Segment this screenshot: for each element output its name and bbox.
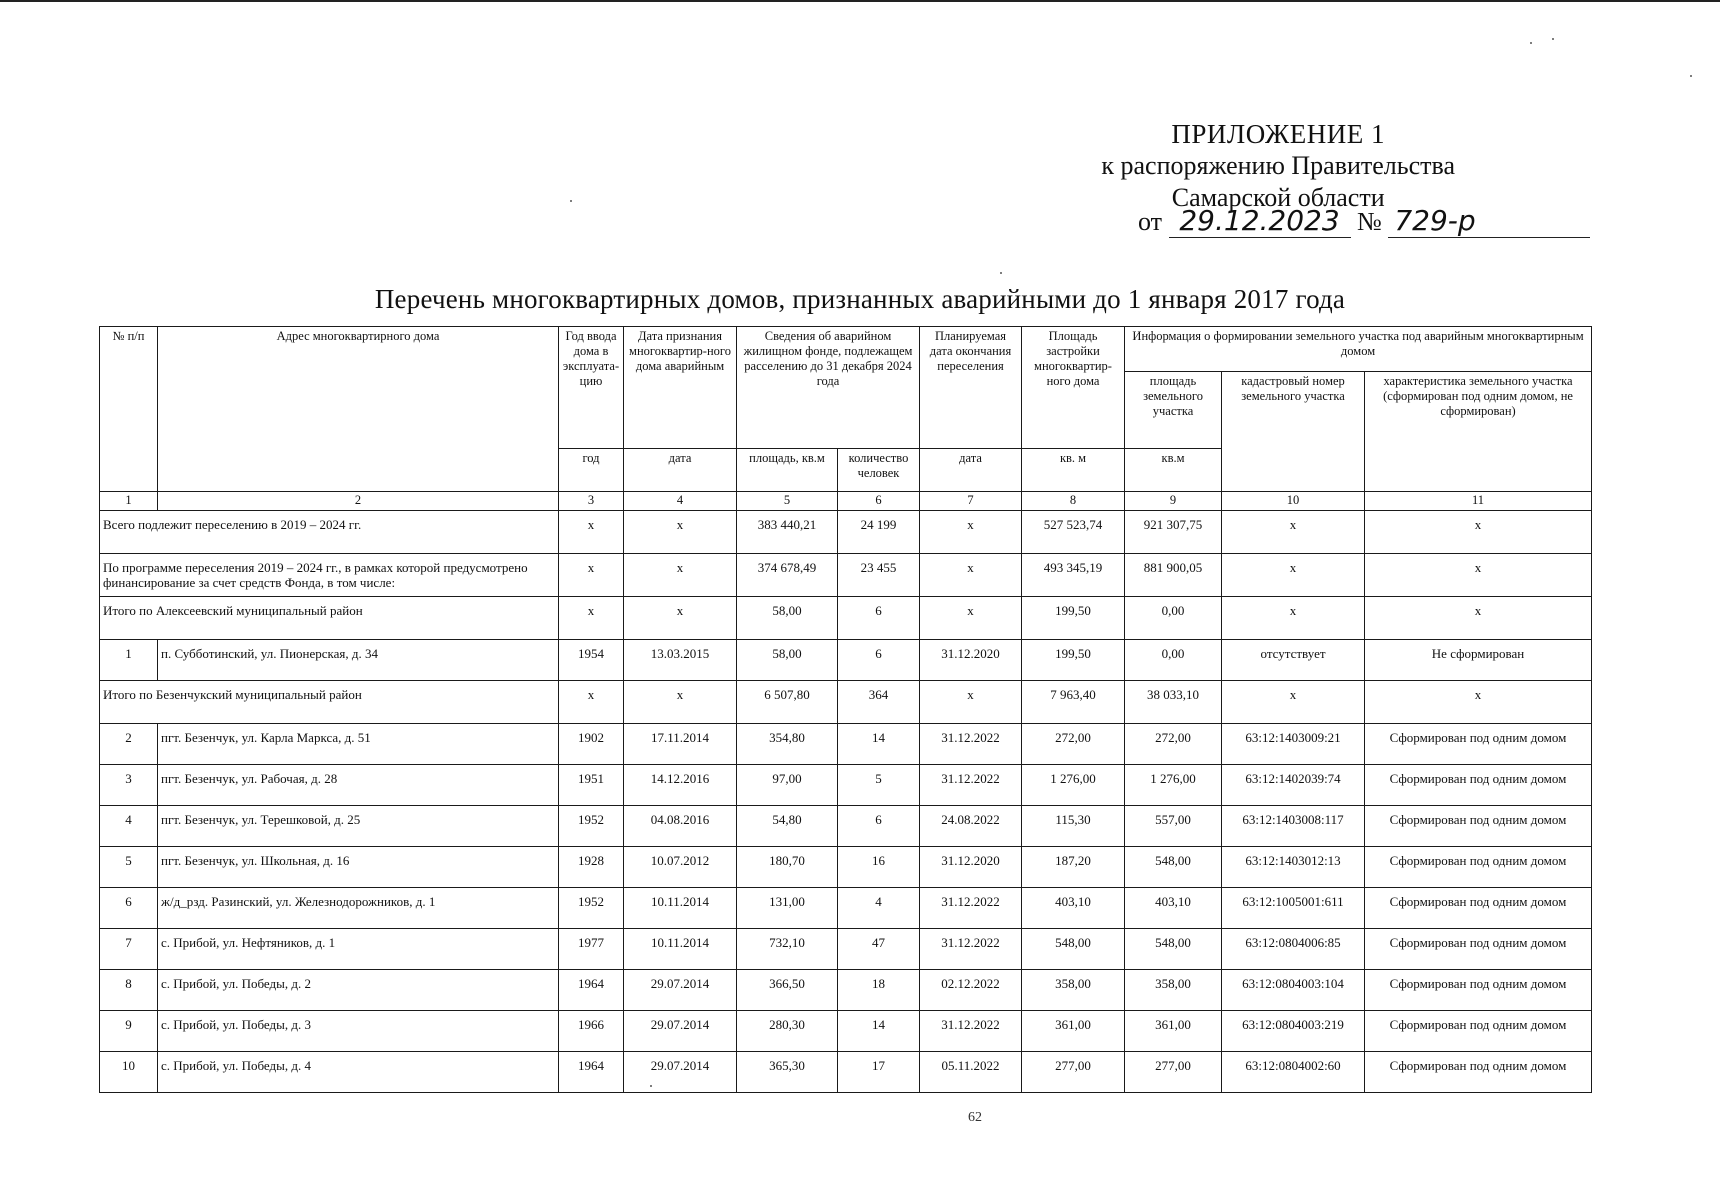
people-cell: 47: [838, 929, 920, 970]
header-address: Адрес многоквартирного дома: [158, 327, 559, 492]
people-cell: 6: [838, 597, 920, 640]
planned-date-cell: 31.12.2020: [920, 640, 1022, 681]
number-label: №: [1357, 207, 1382, 236]
planned-date-cell: 02.12.2022: [920, 970, 1022, 1011]
year-cell: 1966: [559, 1011, 624, 1052]
row-number-cell: 5: [100, 847, 158, 888]
people-cell: 14: [838, 1011, 920, 1052]
row-number-cell: 6: [100, 888, 158, 929]
land-area-cell: 403,10: [1125, 888, 1222, 929]
emergency-date-cell: 10.07.2012: [624, 847, 737, 888]
scan-speck: [1552, 38, 1554, 40]
planned-date-cell: 31.12.2022: [920, 724, 1022, 765]
area-cell: 732,10: [737, 929, 838, 970]
scan-speck: [1690, 75, 1692, 77]
land-area-cell: 1 276,00: [1125, 765, 1222, 806]
header-land-char: характеристика земельного участка (сформирован под одним домом, не сформирован): [1365, 372, 1592, 492]
year-cell: 1952: [559, 888, 624, 929]
building-area-cell: 199,50: [1022, 640, 1125, 681]
row-number-cell: 10: [100, 1052, 158, 1093]
building-area-cell: 1 276,00: [1022, 765, 1125, 806]
header-cadastral: кадастровый номер земельного участка: [1222, 372, 1365, 492]
row-number-cell: 4: [100, 806, 158, 847]
land-area-cell: 38 033,10: [1125, 681, 1222, 724]
year-cell: 1951: [559, 765, 624, 806]
land-area-cell: 358,00: [1125, 970, 1222, 1011]
land-char-cell: Не сформирован: [1365, 640, 1592, 681]
table-total-row: [100, 554, 1592, 597]
column-number-cell: 2: [158, 492, 559, 511]
scan-speck: [1000, 272, 1002, 274]
scan-speck: [570, 200, 572, 202]
handwritten-date: 29.12.2023: [1169, 204, 1351, 238]
building-area-cell: 403,10: [1022, 888, 1125, 929]
table-row: [100, 970, 1592, 1011]
planned-date-cell: х: [920, 681, 1022, 724]
unit-people: количество человек: [838, 449, 920, 492]
building-area-cell: 527 523,74: [1022, 511, 1125, 554]
column-number-cell: 5: [737, 492, 838, 511]
table-row: [100, 1011, 1592, 1052]
cadastral-cell: х: [1222, 597, 1365, 640]
cadastral-cell: отсутствует: [1222, 640, 1365, 681]
area-cell: 97,00: [737, 765, 838, 806]
page-mark: 62: [968, 1110, 982, 1125]
register-table: [99, 326, 1592, 1093]
unit-plan-date: дата: [920, 449, 1022, 492]
header-land-info: Информация о формировании земельного участка под аварийным многоквартирным домом: [1125, 327, 1592, 372]
cadastral-cell: 63:12:1005001:611: [1222, 888, 1365, 929]
area-cell: 365,30: [737, 1052, 838, 1093]
people-cell: 14: [838, 724, 920, 765]
people-cell: 5: [838, 765, 920, 806]
appendix-header: [1101, 118, 1455, 214]
year-cell: 1977: [559, 929, 624, 970]
table-row: [100, 847, 1592, 888]
building-area-cell: 277,00: [1022, 1052, 1125, 1093]
planned-date-cell: 31.12.2022: [920, 765, 1022, 806]
column-number-cell: 1: [100, 492, 158, 511]
address-cell: пгт. Безенчук, ул. Рабочая, д. 28: [158, 765, 559, 806]
land-area-cell: 548,00: [1125, 929, 1222, 970]
land-char-cell: Сформирован под одним домом: [1365, 970, 1592, 1011]
land-char-cell: Сформирован под одним домом: [1365, 888, 1592, 929]
land-area-cell: 921 307,75: [1125, 511, 1222, 554]
planned-date-cell: 31.12.2022: [920, 1011, 1022, 1052]
column-number-cell: 6: [838, 492, 920, 511]
column-number-cell: 9: [1125, 492, 1222, 511]
land-char-cell: х: [1365, 554, 1592, 597]
cadastral-cell: 63:12:1403008:117: [1222, 806, 1365, 847]
year-cell: 1964: [559, 970, 624, 1011]
building-area-cell: 115,30: [1022, 806, 1125, 847]
header-year-in-use: Год ввода дома в эксплуата-цию: [559, 327, 624, 449]
building-area-cell: 272,00: [1022, 724, 1125, 765]
address-cell: пгт. Безенчук, ул. Терешковой, д. 25: [158, 806, 559, 847]
emergency-date-cell: 10.11.2014: [624, 929, 737, 970]
row-number-cell: 7: [100, 929, 158, 970]
land-area-cell: 0,00: [1125, 597, 1222, 640]
unit-kvm: кв.м: [1125, 449, 1222, 492]
cadastral-cell: 63:12:0804002:60: [1222, 1052, 1365, 1093]
area-cell: 366,50: [737, 970, 838, 1011]
cadastral-cell: 63:12:1403009:21: [1222, 724, 1365, 765]
year-cell: х: [559, 597, 624, 640]
row-number-cell: 3: [100, 765, 158, 806]
total-label-cell: Всего подлежит переселению в 2019 – 2024 гг.: [100, 511, 559, 554]
row-number-cell: 2: [100, 724, 158, 765]
people-cell: 24 199: [838, 511, 920, 554]
table-total-row: [100, 511, 1592, 554]
land-char-cell: Сформирован под одним домом: [1365, 1011, 1592, 1052]
year-cell: 1954: [559, 640, 624, 681]
column-number-row: [100, 492, 1592, 511]
from-label: от: [1138, 207, 1163, 236]
emergency-date-cell: х: [624, 554, 737, 597]
people-cell: 18: [838, 970, 920, 1011]
header-info-emergency: Сведения об аварийном жилищном фонде, подлежащем расселению до 31 декабря 2024 года: [737, 327, 920, 449]
land-area-cell: 557,00: [1125, 806, 1222, 847]
people-cell: 17: [838, 1052, 920, 1093]
row-number-cell: 9: [100, 1011, 158, 1052]
handwritten-number: 729-р: [1388, 204, 1590, 238]
table-row: [100, 640, 1592, 681]
area-cell: 180,70: [737, 847, 838, 888]
area-cell: 383 440,21: [737, 511, 838, 554]
area-cell: 354,80: [737, 724, 838, 765]
land-char-cell: Сформирован под одним домом: [1365, 806, 1592, 847]
land-area-cell: 548,00: [1125, 847, 1222, 888]
cadastral-cell: х: [1222, 681, 1365, 724]
emergency-date-cell: 17.11.2014: [624, 724, 737, 765]
unit-kv-m: кв. м: [1022, 449, 1125, 492]
emergency-date-cell: х: [624, 681, 737, 724]
planned-date-cell: 31.12.2020: [920, 847, 1022, 888]
total-label-cell: Итого по Алексеевский муниципальный район: [100, 597, 559, 640]
table-body: [100, 511, 1592, 1093]
table-row: [100, 724, 1592, 765]
year-cell: х: [559, 681, 624, 724]
land-area-cell: 361,00: [1125, 1011, 1222, 1052]
emergency-date-cell: х: [624, 597, 737, 640]
land-char-cell: х: [1365, 681, 1592, 724]
address-cell: пгт. Безенчук, ул. Школьная, д. 16: [158, 847, 559, 888]
area-cell: 280,30: [737, 1011, 838, 1052]
cadastral-cell: 63:12:0804006:85: [1222, 929, 1365, 970]
column-number-cell: 11: [1365, 492, 1592, 511]
unit-year: год: [559, 449, 624, 492]
land-area-cell: 272,00: [1125, 724, 1222, 765]
scan-speck: [650, 1085, 652, 1087]
year-cell: х: [559, 554, 624, 597]
planned-date-cell: 05.11.2022: [920, 1052, 1022, 1093]
land-char-cell: Сформирован под одним домом: [1365, 765, 1592, 806]
people-cell: 16: [838, 847, 920, 888]
land-char-cell: Сформирован под одним домом: [1365, 724, 1592, 765]
document-title: Перечень многоквартирных домов, признанных аварийными до 1 января 2017 года: [374, 284, 1346, 314]
column-number-cell: 3: [559, 492, 624, 511]
cadastral-cell: 63:12:0804003:104: [1222, 970, 1365, 1011]
emergency-date-cell: х: [624, 511, 737, 554]
scan-speck: [1530, 42, 1532, 44]
people-cell: 6: [838, 640, 920, 681]
table-row: [100, 929, 1592, 970]
emergency-date-cell: 14.12.2016: [624, 765, 737, 806]
land-area-cell: 277,00: [1125, 1052, 1222, 1093]
year-cell: х: [559, 511, 624, 554]
address-cell: с. Прибой, ул. Нефтяников, д. 1: [158, 929, 559, 970]
address-cell: пгт. Безенчук, ул. Карла Маркса, д. 51: [158, 724, 559, 765]
emergency-date-cell: 13.03.2015: [624, 640, 737, 681]
building-area-cell: 358,00: [1022, 970, 1125, 1011]
address-cell: ж/д_рзд. Разинский, ул. Железнодорожников, д. 1: [158, 888, 559, 929]
unit-area-sqm: площадь, кв.м: [737, 449, 838, 492]
row-number-cell: 8: [100, 970, 158, 1011]
building-area-cell: 493 345,19: [1022, 554, 1125, 597]
table-row: [100, 1052, 1592, 1093]
people-cell: 6: [838, 806, 920, 847]
building-area-cell: 548,00: [1022, 929, 1125, 970]
planned-date-cell: 31.12.2022: [920, 929, 1022, 970]
cadastral-cell: 63:12:1403012:13: [1222, 847, 1365, 888]
table-total-row: [100, 681, 1592, 724]
address-cell: п. Субботинский, ул. Пионерская, д. 34: [158, 640, 559, 681]
land-area-cell: 0,00: [1125, 640, 1222, 681]
emergency-date-cell: 04.08.2016: [624, 806, 737, 847]
area-cell: 131,00: [737, 888, 838, 929]
header-land-area: площадь земельного участка: [1125, 372, 1222, 449]
appendix-title: ПРИЛОЖЕНИЕ 1: [1171, 119, 1385, 149]
appendix-line-1: к распоряжению Правительства: [1101, 151, 1455, 180]
people-cell: 364: [838, 681, 920, 724]
appendix-line-2: Самарской области: [1171, 183, 1385, 212]
table-row: [100, 765, 1592, 806]
emergency-date-cell: 10.11.2014: [624, 888, 737, 929]
cadastral-cell: 63:12:1402039:74: [1222, 765, 1365, 806]
emergency-date-cell: 29.07.2014: [624, 1011, 737, 1052]
planned-date-cell: х: [920, 554, 1022, 597]
column-number-cell: 7: [920, 492, 1022, 511]
address-cell: с. Прибой, ул. Победы, д. 3: [158, 1011, 559, 1052]
building-area-cell: 7 963,40: [1022, 681, 1125, 724]
building-area-cell: 361,00: [1022, 1011, 1125, 1052]
planned-date-cell: х: [920, 597, 1022, 640]
people-cell: 23 455: [838, 554, 920, 597]
header-building-area: Площадь застройки многоквартир-ного дома: [1022, 327, 1125, 449]
area-cell: 6 507,80: [737, 681, 838, 724]
total-label-cell: По программе переселения 2019 – 2024 гг., в рамках которой предусмотрено финансирование за счет средств Фонда, в том числе:: [100, 554, 559, 597]
row-number-cell: 1: [100, 640, 158, 681]
table-row: [100, 888, 1592, 929]
area-cell: 58,00: [737, 640, 838, 681]
column-number-cell: 10: [1222, 492, 1365, 511]
cadastral-cell: х: [1222, 554, 1365, 597]
land-area-cell: 881 900,05: [1125, 554, 1222, 597]
year-cell: 1928: [559, 847, 624, 888]
address-cell: с. Прибой, ул. Победы, д. 2: [158, 970, 559, 1011]
cadastral-cell: х: [1222, 511, 1365, 554]
land-char-cell: Сформирован под одним домом: [1365, 1052, 1592, 1093]
emergency-date-cell: 29.07.2014: [624, 970, 737, 1011]
year-cell: 1902: [559, 724, 624, 765]
year-cell: 1964: [559, 1052, 624, 1093]
area-cell: 58,00: [737, 597, 838, 640]
planned-date-cell: 31.12.2022: [920, 888, 1022, 929]
table-header: [100, 327, 1592, 511]
land-char-cell: Сформирован под одним домом: [1365, 847, 1592, 888]
address-cell: с. Прибой, ул. Победы, д. 4: [158, 1052, 559, 1093]
column-number-cell: 4: [624, 492, 737, 511]
land-char-cell: х: [1365, 511, 1592, 554]
header-num: № п/п: [100, 327, 158, 492]
people-cell: 4: [838, 888, 920, 929]
table-row: [100, 806, 1592, 847]
land-char-cell: х: [1365, 597, 1592, 640]
building-area-cell: 199,50: [1022, 597, 1125, 640]
area-cell: 374 678,49: [737, 554, 838, 597]
total-label-cell: Итого по Безенчукский муниципальный район: [100, 681, 559, 724]
column-number-cell: 8: [1022, 492, 1125, 511]
top-border-line: [0, 0, 1720, 2]
planned-date-cell: 24.08.2022: [920, 806, 1022, 847]
land-char-cell: Сформирован под одним домом: [1365, 929, 1592, 970]
order-reference: [1138, 204, 1590, 238]
planned-date-cell: х: [920, 511, 1022, 554]
header-date-emergency: Дата признания многоквартир-ного дома аварийным: [624, 327, 737, 449]
emergency-date-cell: 29.07.2014: [624, 1052, 737, 1093]
unit-date: дата: [624, 449, 737, 492]
table-total-row: [100, 597, 1592, 640]
year-cell: 1952: [559, 806, 624, 847]
cadastral-cell: 63:12:0804003:219: [1222, 1011, 1365, 1052]
area-cell: 54,80: [737, 806, 838, 847]
header-planned-date: Планируемая дата окончания переселения: [920, 327, 1022, 449]
building-area-cell: 187,20: [1022, 847, 1125, 888]
